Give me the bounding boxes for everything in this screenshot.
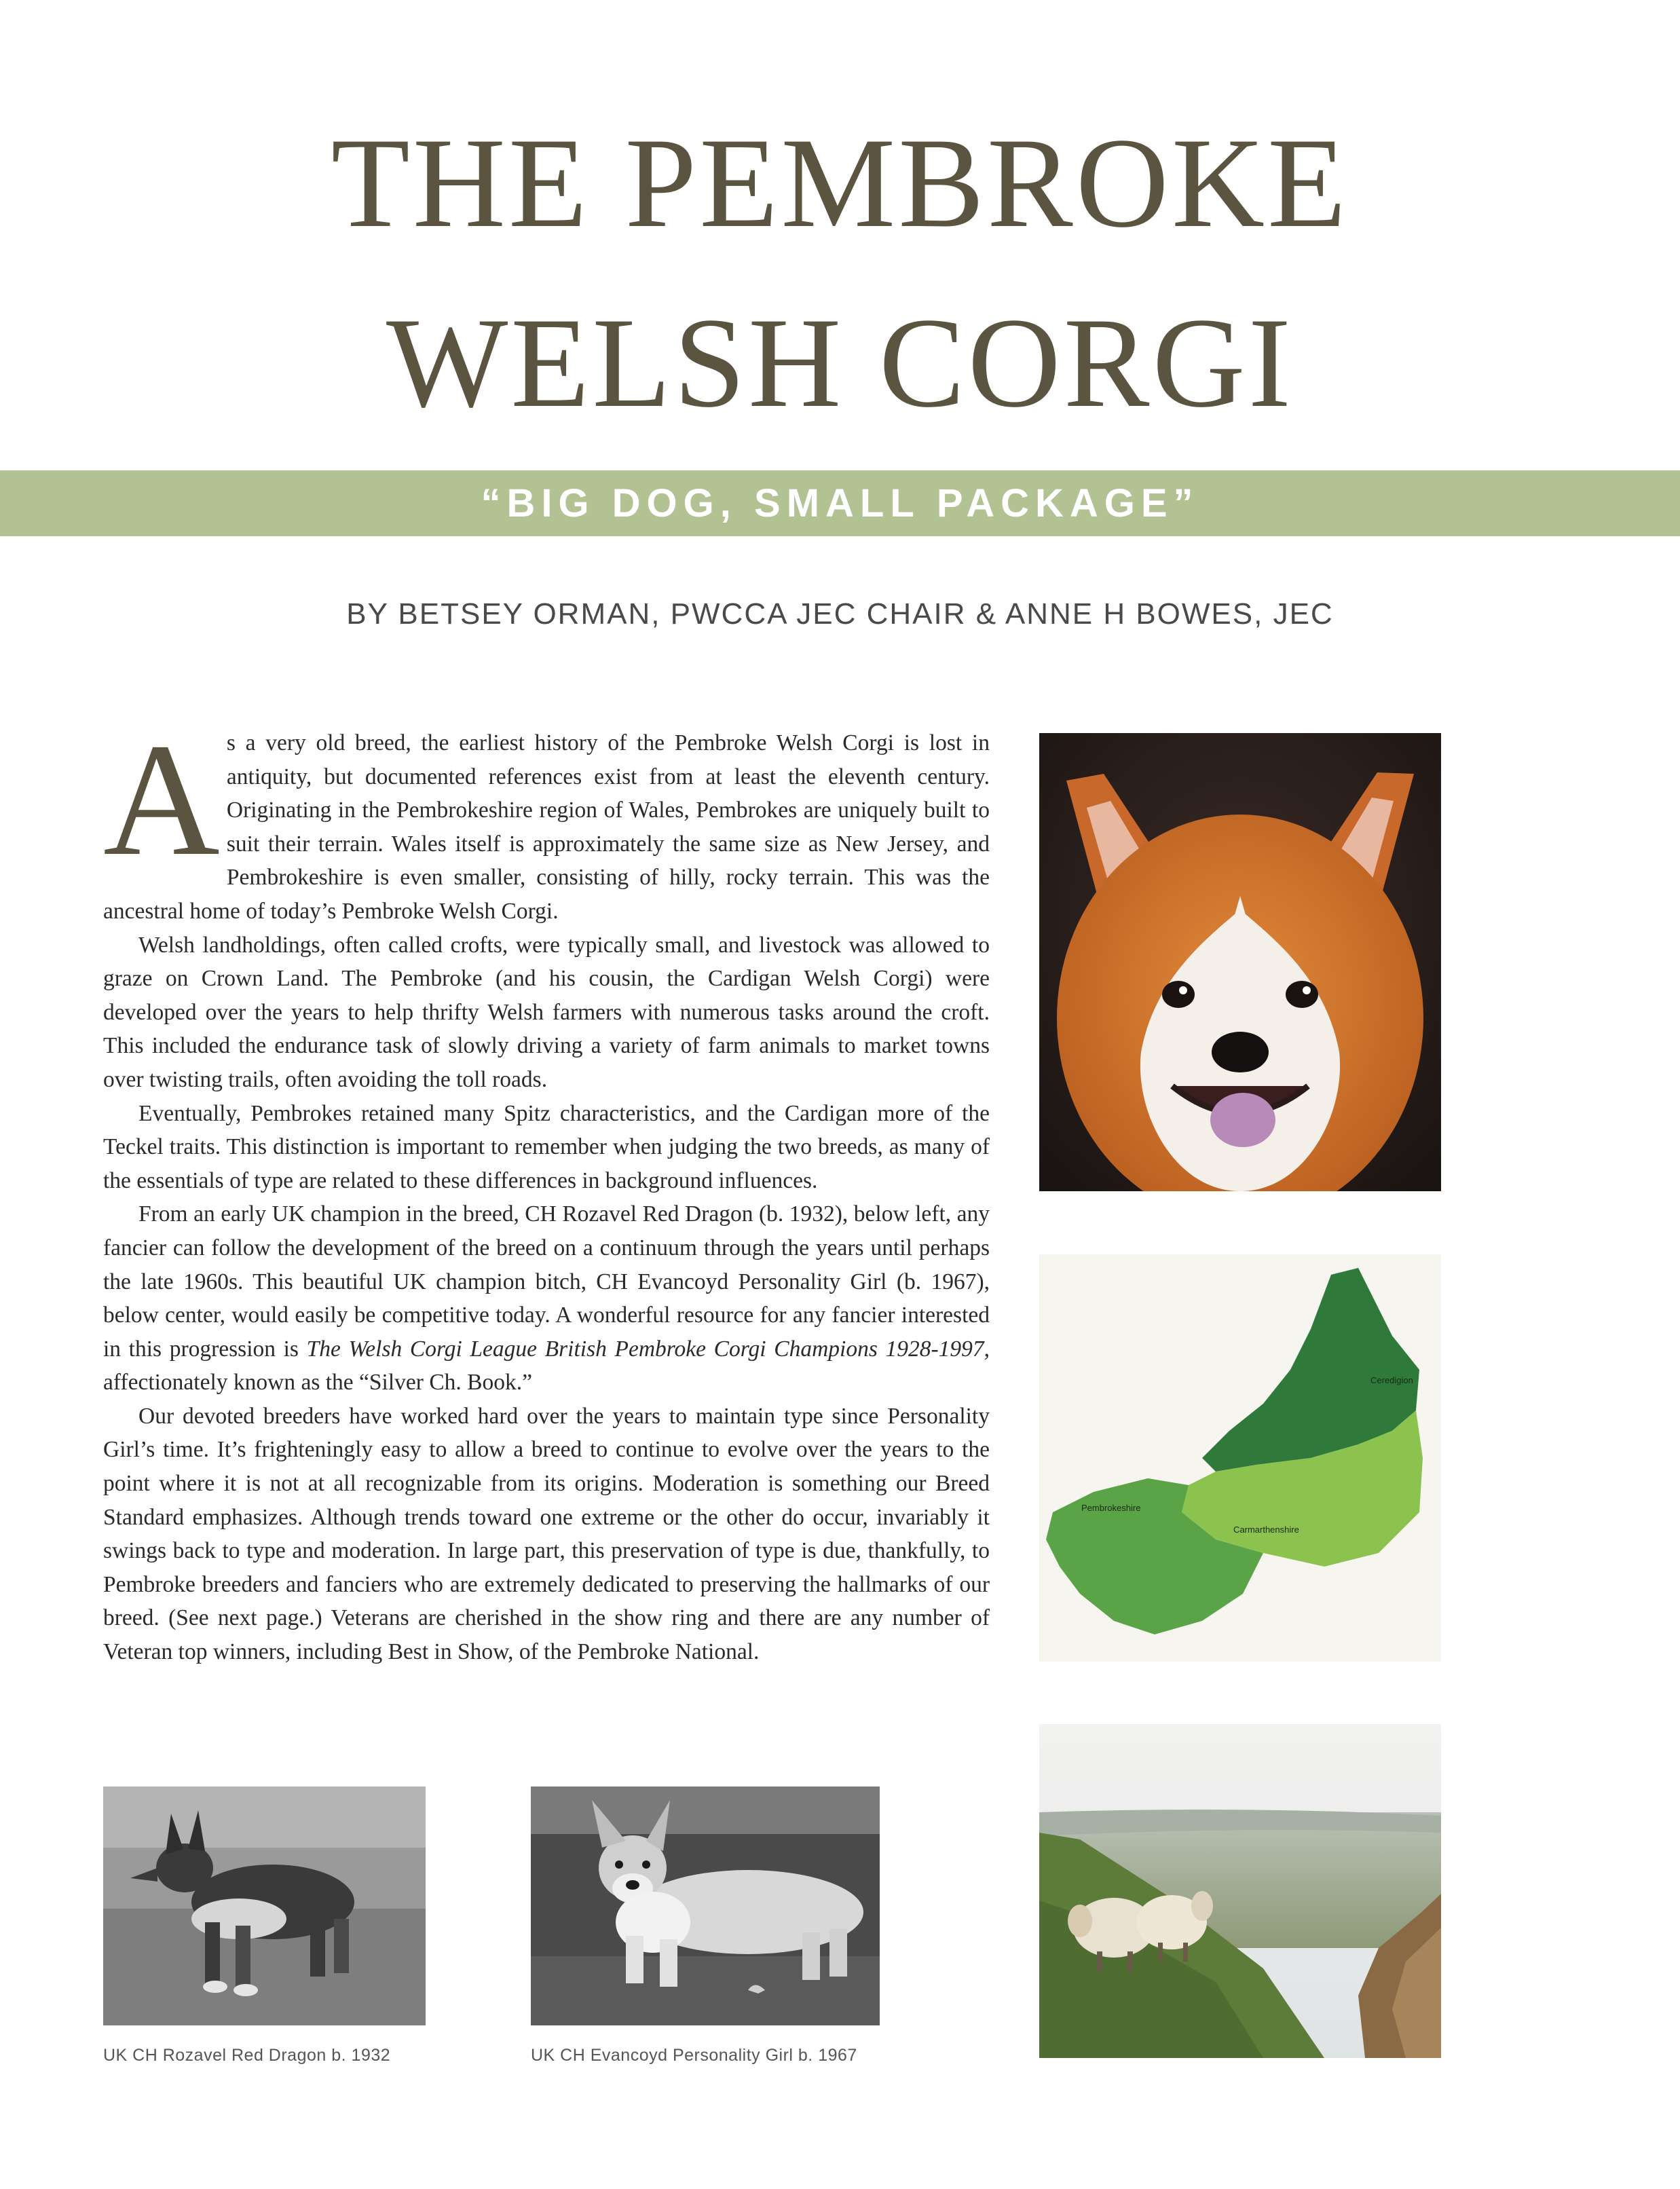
subtitle-text: “BIG DOG, SMALL PACKAGE”	[481, 481, 1199, 525]
drop-cap: A	[103, 711, 220, 889]
article-paragraph-4	[103, 1197, 990, 1400]
book-title: The Welsh Corgi League British Pembroke Corgi Champions 1928-1997	[306, 1336, 984, 1362]
rozavel-red-dragon-illustration	[103, 1786, 426, 2025]
article-body	[103, 711, 990, 1669]
wales-map	[1039, 1254, 1441, 1662]
corgi-portrait-photo	[1039, 733, 1441, 1191]
corgi-portrait-illustration	[1039, 733, 1441, 1191]
caption-evancoyd-personality-girl: UK CH Evancoyd Personality Girl b. 1967	[531, 2046, 857, 2065]
byline: BY BETSEY ORMAN, PWCCA JEC CHAIR & ANNE H BOWES, JEC	[346, 597, 1334, 631]
paragraph-1-text: s a very old breed, the earliest history of the Pembroke Welsh Corgi is lost in antiquity, but documented references exist from at least the eleventh century. Originating in the Pembrokeshire region of Wales, Pembrokes are uniquely built to suit their terrain. Wales itself is approximately the same size as New Jersey, and Pembrokeshire is even smaller, consisting of hilly, rocky terrain. This was the ancestral home of today’s Pembroke Welsh Corgi.	[103, 730, 990, 924]
sheep-hillside-illustration	[1039, 1724, 1441, 2058]
map-label-pembrokeshire: Pembrokeshire	[1081, 1503, 1141, 1513]
evancoyd-personality-girl-illustration	[531, 1786, 880, 2025]
map-label-ceredigion: Ceredigion	[1370, 1375, 1413, 1385]
title-line-1: THE PEMBROKE	[331, 112, 1349, 255]
article-paragraph-2: Welsh landholdings, often called crofts, were typically small, and livestock was allowed to graze on Crown Land. The Pembroke (and his cousin, the Cardigan Welsh Corgi) were developed over the years to help thrifty Welsh farmers with numerous tasks around the croft. This included the endurance task of slowly driving a variety of farm animals to market towns over twisting trails, often avoiding the toll roads.	[103, 932, 990, 1092]
article-paragraph-5: Our devoted breeders have worked hard over the years to maintain type since Personality Girl’s time. It’s frighteningly easy to allow a breed to continue to evolve over the years to the point where it is not at all recognizable from its origins. Moderation is something our Breed Standard emphasizes. Although trends toward one extreme or the other do occur, invariably it swings back to type and moderation. In large part, this preservation of type is due, thankfully, to Pembroke breeders and fanciers who are extremely dedicated to preserving the hallmarks of our breed. (See next page.) Veterans are cherished in the show ring and there are any number of Veteran top winners, including Best in Show, of the Pembroke National.	[103, 1403, 990, 1665]
map-label-carmarthenshire: Carmarthenshire	[1233, 1524, 1299, 1535]
article-paragraph-1	[103, 711, 990, 929]
title-line-2: WELSH CORGI	[386, 292, 1294, 434]
paragraph-4-text-a: From an early UK champion in the breed, CH Rozavel Red Dragon (b. 1932), below left, any fancier can follow the development of the breed on a continuum through the years until perhaps the late 1960s. This beautiful UK champion bitch, CH Evancoyd Personality Girl (b. 1967), below center, would easily be competitive today. A wonderful resource for any fancier interested in this progression is	[103, 1201, 990, 1362]
caption-rozavel-red-dragon: UK CH Rozavel Red Dragon b. 1932	[103, 2046, 391, 2065]
subtitle-banner	[0, 470, 1680, 536]
sheep-hillside-photo	[1039, 1724, 1441, 2058]
paragraph-4-text-b: , affectionately known as the “Silver Ch. Book.”	[103, 1336, 990, 1396]
rozavel-red-dragon-photo	[103, 1786, 426, 2025]
article-paragraph-3: Eventually, Pembrokes retained many Spitz characteristics, and the Cardigan more of the Teckel traits. This distinction is important to remember when judging the two breeds, as many of the essentials of type are related to these differences in background influences.	[103, 1100, 990, 1193]
wales-map-illustration	[1039, 1254, 1441, 1662]
evancoyd-personality-girl-photo	[531, 1786, 880, 2025]
